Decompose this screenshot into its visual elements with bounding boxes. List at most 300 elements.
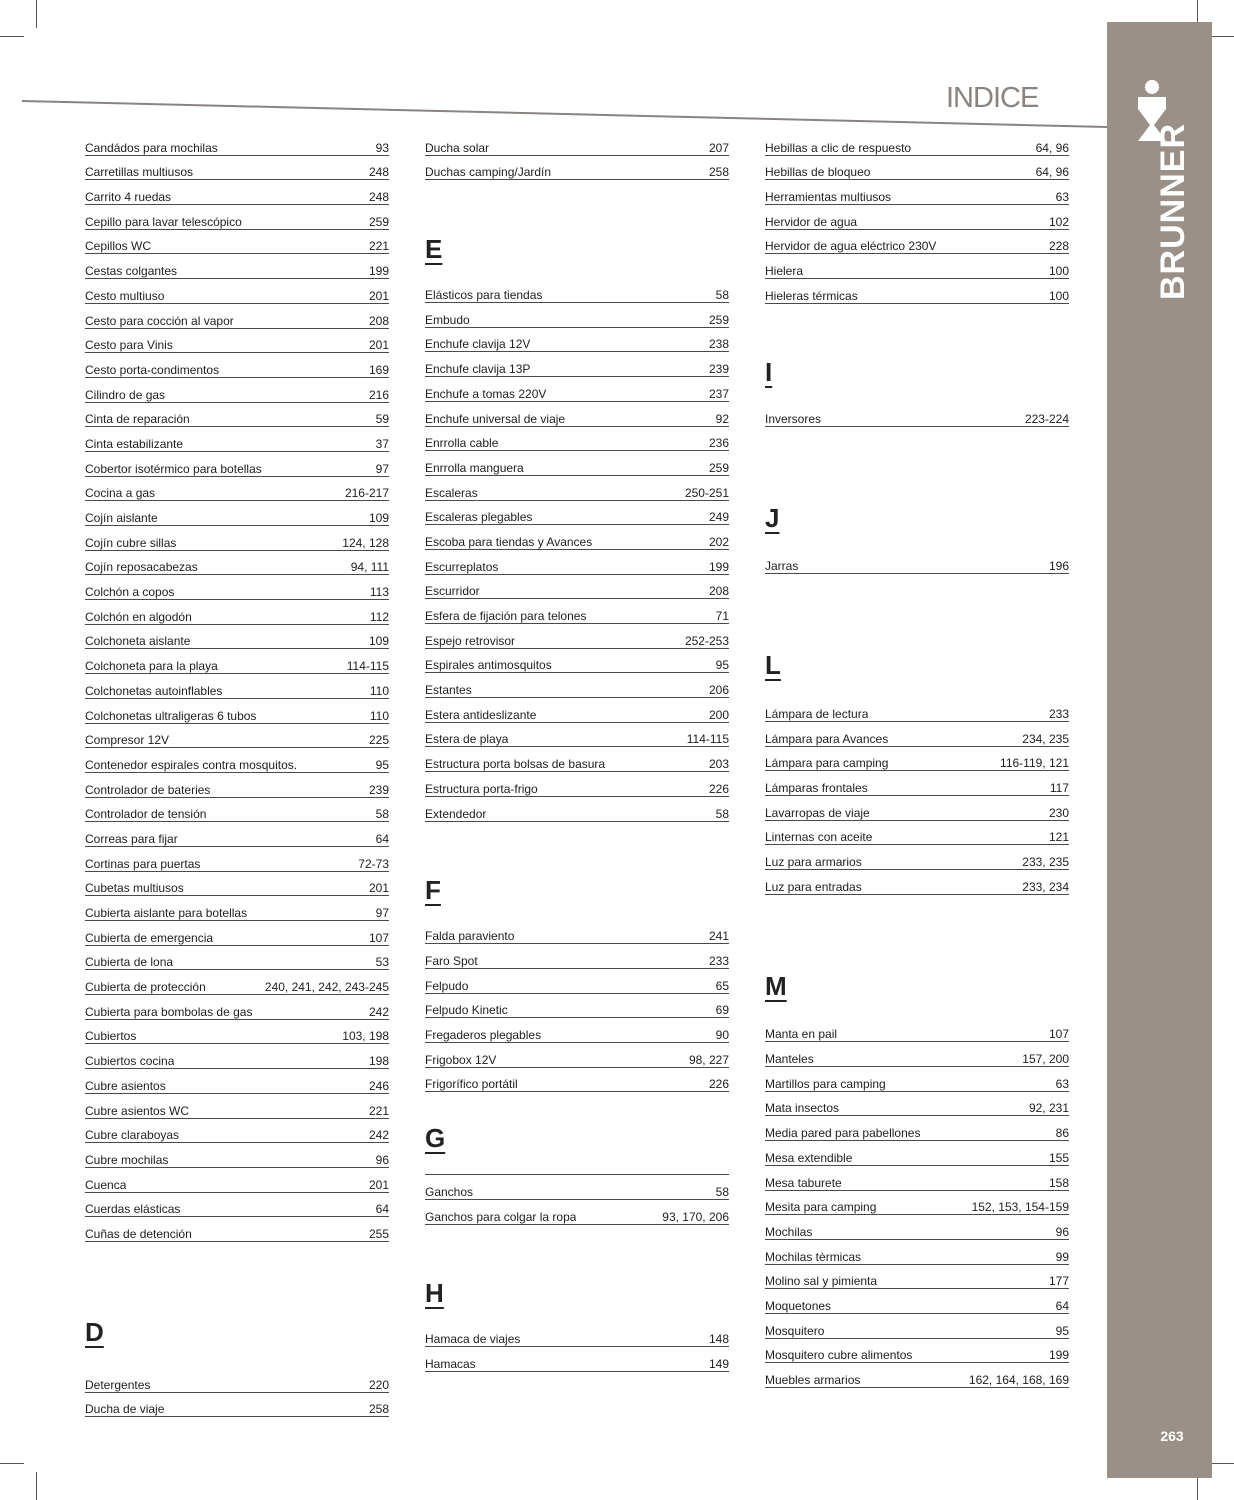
entry-pages: 241 [708,929,729,944]
entry-pages: 252-253 [684,633,729,648]
entry-pages: 228 [1048,239,1069,254]
index-entry [85,304,389,329]
entry-pages: 199 [708,559,729,574]
entry-pages: 112 [369,609,389,624]
index-entry [425,747,729,772]
entry-pages: 240, 241, 242, 243-245 [264,980,389,995]
index-entry [425,525,729,550]
index-entry [765,205,1069,230]
index-entry [425,476,729,501]
entry-pages: 255 [368,1226,389,1241]
entry-term: Ducha de viaje [85,1402,165,1417]
entry-term: Colchoneta aislante [85,634,191,649]
entry-pages: 177 [1048,1274,1069,1289]
entry-term: Linternas con aceite [765,830,873,845]
entry-pages: 95 [1055,1323,1069,1338]
index-entry [85,1368,389,1393]
index-entry [425,797,729,822]
crop-mark [0,1463,24,1464]
entry-pages: 100 [1048,288,1069,303]
index-entry [425,599,729,624]
entry-pages: 90 [715,1027,729,1042]
index-entry [765,796,1069,821]
entry-pages: 71 [715,609,729,623]
entry-pages: 223-224 [1024,411,1069,426]
index-entry [765,845,1069,870]
entry-pages: 199 [368,264,389,279]
index-entry [85,403,389,428]
entry-term: Jarras [765,559,799,574]
index-entry [765,1265,1069,1290]
entry-pages: 202 [708,534,729,549]
entry-pages: 230 [1048,805,1069,820]
entry-pages: 124, 128 [342,535,389,550]
index-entry [765,1191,1069,1216]
entry-term: Mosquitero [765,1323,825,1338]
entry-term: Lámpara para camping [765,756,889,771]
section-letter: E [425,233,443,264]
entry-pages: 220 [368,1377,389,1392]
entry-term: Enchufe clavija 12V [425,337,531,352]
entry-pages: 152, 153, 154-159 [971,1200,1069,1215]
entry-term: Fregaderos plegables [425,1027,542,1042]
entry-term: Cubre claraboyas [85,1128,180,1143]
entry-term: Frigorífico portátil [425,1077,518,1092]
entry-pages: 148 [708,1332,729,1347]
index-entry [85,1143,389,1168]
entry-term: Cesto para cocción al vapor [85,313,234,328]
index-entry [425,624,729,649]
entry-term: Cobertor isotérmico para botellas [85,461,262,476]
entry-term: Lámpara para Avances [765,731,889,746]
index-entry [425,156,729,181]
entry-pages: 258 [368,1402,389,1417]
section-letter: J [765,502,780,533]
entry-term: Mesita para camping [765,1200,877,1215]
entry-term: Estera antideslizante [425,707,537,722]
entry-pages: 206 [708,683,729,698]
entry-pages: 93, 170, 206 [662,1209,729,1224]
index-entry [425,1175,729,1200]
index-entry [85,1119,389,1144]
entry-pages: 233, 235 [1022,855,1069,869]
entry-pages: 233 [708,953,729,968]
entry-term: Colchonetas autoinflables [85,683,223,698]
page-title: INDICE [946,82,1039,114]
index-entry [425,131,729,156]
index-entry [425,649,729,674]
entry-term: Cubiertos [85,1029,137,1044]
entry-pages: 94, 111 [350,560,389,575]
index-entry [85,1168,389,1193]
entry-term: Enchufe universal de viaje [425,411,566,426]
index-entry [425,1200,729,1225]
index-entry [425,673,729,698]
entry-pages: 259 [368,214,389,229]
index-column-2 [425,131,729,1372]
entry-pages: 203 [708,757,729,772]
crop-mark [1210,1463,1234,1464]
index-entry [765,1314,1069,1339]
index-entry [425,501,729,526]
index-entry [425,1323,729,1348]
index-entry [425,1018,729,1043]
entry-term: Hamaca de viajes [425,1332,521,1347]
entry-term: Cojín reposacabezas [85,560,198,575]
entry-pages: 113 [369,585,389,600]
entry-pages: 100 [1048,264,1069,279]
entry-pages: 92, 231 [1028,1101,1069,1116]
entry-pages: 103, 198 [342,1029,389,1044]
index-entry [85,180,389,205]
entry-term: Enrrolla cable [425,436,499,451]
entry-term: Cinta de reparación [85,412,190,427]
entry-term: Espejo retrovisor [425,633,516,648]
entry-term: Carretillas multiusos [85,165,194,180]
index-entry [765,1240,1069,1265]
index-entry [765,1166,1069,1191]
index-entry [85,230,389,255]
entry-term: Compresor 12V [85,733,170,748]
entry-pages: 259 [708,460,729,475]
entry-term: Cuñas de detención [85,1226,192,1241]
entry-pages: 200 [708,707,729,722]
index-entry [85,995,389,1020]
index-entry [425,451,729,476]
index-entry [425,427,729,452]
entry-pages: 238 [708,337,729,352]
divider [425,1165,729,1175]
entry-term: Inversores [765,411,822,426]
index-entry [765,156,1069,181]
index-entry [425,723,729,748]
entry-pages: 110 [369,708,389,723]
entry-pages: 86 [1055,1126,1069,1141]
entry-pages: 201 [368,338,389,353]
index-entry [425,402,729,427]
index-entry [85,501,389,526]
entry-term: Estantes [425,683,472,698]
entry-term: Mochilas [765,1224,813,1239]
index-entry [765,821,1069,846]
entry-term: Detergentes [85,1377,151,1392]
entry-term: Felpudo Kinetic [425,1003,508,1018]
entry-term: Candádos para mochilas [85,140,218,155]
index-entry [85,1393,389,1418]
entry-pages: 64 [375,1202,389,1217]
index-entry [425,969,729,994]
entry-term: Hervidor de agua eléctrico 230V [765,239,937,254]
index-entry [765,1289,1069,1314]
entry-term: Colchón a copos [85,585,175,600]
entry-pages: 64 [375,831,389,846]
entry-term: Lámparas frontales [765,780,868,795]
index-entry [425,944,729,969]
entry-term: Cojín cubre sillas [85,535,177,550]
entry-pages: 98, 227 [688,1052,729,1067]
index-entry [765,402,1069,427]
entry-term: Cubierta de protección [85,980,206,995]
entry-pages: 97 [375,461,389,476]
entry-pages: 201 [368,1177,389,1192]
index-column-1 [85,131,389,1417]
entry-term: Extendedor [425,806,487,821]
index-entry [85,773,389,798]
entry-pages: 234, 235 [1022,731,1069,746]
entry-pages: 196 [1048,559,1069,574]
entry-pages: 155 [1048,1150,1069,1165]
entry-term: Lavarropas de viaje [765,805,870,820]
entry-pages: 239 [368,782,389,797]
entry-pages: 114-115 [346,659,389,674]
entry-pages: 109 [368,634,389,649]
index-entry [425,1043,729,1068]
entry-term: Mesa extendible [765,1150,853,1165]
entry-pages: 259 [708,312,729,327]
index-entry [85,477,389,502]
entry-term: Manta en pail [765,1027,838,1042]
entry-pages: 208 [368,313,389,328]
entry-term: Molino sal y pimienta [765,1274,878,1289]
entry-term: Media pared para pabellones [765,1126,921,1141]
entry-pages: 109 [368,511,389,525]
index-entry [85,1069,389,1094]
entry-term: Martillos para camping [765,1076,886,1091]
entry-term: Cubre asientos WC [85,1103,190,1118]
entry-term: Escaleras [425,485,478,500]
index-entry [765,771,1069,796]
entry-pages: 239 [708,362,729,377]
index-entry [85,600,389,625]
entry-term: Cubiertos cocina [85,1054,175,1069]
index-entry [765,1092,1069,1117]
index-entry [85,872,389,897]
section-letter: H [425,1278,444,1309]
index-entry [425,994,729,1019]
index-entry [85,798,389,823]
entry-term: Cuerdas elásticas [85,1202,181,1217]
entry-term: Ducha solar [425,140,490,155]
entry-term: Espirales antimosquitos [425,658,552,673]
entry-term: Cortinas para puertas [85,856,201,871]
entry-term: Cubierta de emergencia [85,930,214,945]
index-entry [425,278,729,303]
entry-term: Lámpara de lectura [765,706,869,721]
entry-pages: 242 [368,1004,389,1019]
index-entry [765,1215,1069,1240]
entry-term: Luz para entradas [765,879,862,894]
entry-term: Hielera [765,264,804,279]
entry-pages: 63 [1055,1076,1069,1091]
entry-term: Escoba para tiendas y Avances [425,534,593,549]
index-entry [85,353,389,378]
index-entry [85,699,389,724]
index-entry [425,377,729,402]
entry-pages: 63 [1055,190,1069,205]
index-entry [425,698,729,723]
index-entry [425,575,729,600]
entry-term: Controlador de tensión [85,807,207,822]
index-entry [85,427,389,452]
entry-term: Colchón en algodón [85,609,192,624]
entry-pages: 107 [1048,1027,1069,1042]
entry-pages: 58 [715,1185,729,1199]
entry-term: Cepillos WC [85,239,152,254]
index-entry [85,1094,389,1119]
index-entry [765,131,1069,156]
entry-term: Herramientas multiusos [765,190,892,205]
index-entry [85,970,389,995]
entry-pages: 65 [715,978,729,993]
index-entry [425,328,729,353]
entry-pages: 64, 96 [1035,140,1069,155]
index-entry [85,452,389,477]
entry-term: Enchufe a tomas 220V [425,386,547,401]
entry-pages: 58 [375,807,389,822]
index-entry [85,1217,389,1242]
index-entry [85,649,389,674]
entry-term: Elásticos para tiendas [425,288,543,303]
index-entry [765,279,1069,304]
entry-pages: 37 [375,436,389,451]
index-column-3 [765,131,1069,1388]
entry-term: Esfera de fijación para telones [425,609,587,623]
entry-pages: 216 [368,387,389,402]
entry-pages: 198 [368,1054,389,1069]
entry-term: Escaleras plegables [425,510,533,525]
entry-term: Embudo [425,312,470,327]
entry-pages: 96 [1055,1224,1069,1239]
entry-pages: 149 [708,1357,729,1372]
entry-term: Hebillas de bloqueo [765,165,871,180]
index-entry [85,1020,389,1045]
index-entry [425,920,729,945]
entry-pages: 99 [1055,1249,1069,1264]
entry-pages: 216-217 [344,486,389,501]
entry-term: Carrito 4 ruedas [85,190,172,205]
entry-term: Cubierta para bombolas de gas [85,1004,253,1019]
entry-pages: 236 [708,436,729,451]
entry-term: Cubetas multiusos [85,881,184,896]
entry-term: Cuenca [85,1177,127,1192]
index-entry [425,772,729,797]
entry-term: Cesto porta-condimentos [85,362,220,377]
index-entry [425,1068,729,1093]
index-entry [765,180,1069,205]
index-entry [765,550,1069,575]
entry-pages: 199 [1048,1348,1069,1363]
index-entry [765,697,1069,722]
entry-term: Cepillo para lavar telescópico [85,214,242,229]
entry-term: Cilindro de gas [85,387,166,402]
index-entry [85,551,389,576]
section-letter: D [85,1317,104,1348]
entry-term: Luz para armarios [765,855,862,869]
entry-pages: 58 [715,288,729,303]
section-letter: L [765,650,781,681]
entry-pages: 208 [708,584,729,599]
entry-term: Estructura porta bolsas de basura [425,757,606,772]
index-entry [85,896,389,921]
entry-term: Mosquitero cubre alimentos [765,1348,913,1363]
index-entry [765,722,1069,747]
index-entry [765,747,1069,772]
entry-pages: 250-251 [684,485,729,500]
entry-term: Correas para fijar [85,831,178,846]
entry-term: Estera de playa [425,732,509,747]
section-letter: M [765,970,787,1001]
entry-pages: 110 [369,683,389,698]
page-number: 263 [1160,1428,1184,1444]
entry-pages: 226 [708,781,729,796]
entry-term: Contenedor espirales contra mosquitos. [85,757,298,772]
entry-pages: 221 [368,239,389,254]
entry-pages: 97 [375,906,389,920]
entry-term: Ganchos para colgar la ropa [425,1209,577,1224]
entry-term: Enrrolla manguera [425,460,524,475]
entry-term: Cesto multiuso [85,288,165,303]
index-entry [85,279,389,304]
crop-mark [36,1472,37,1500]
entry-pages: 59 [375,412,389,427]
index-entry [765,1141,1069,1166]
index-entry [85,156,389,181]
entry-term: Frigobox 12V [425,1052,497,1067]
index-entry [765,1018,1069,1043]
index-entry [85,748,389,773]
index-entry [425,352,729,377]
entry-term: Felpudo [425,978,469,993]
entry-term: Duchas camping/Jardín [425,165,552,180]
entry-term: Cubre asientos [85,1078,166,1093]
index-entry [765,230,1069,255]
index-entry [85,674,389,699]
entry-pages: 162, 164, 168, 169 [968,1373,1069,1387]
entry-term: Colchoneta para la playa [85,659,218,674]
entry-term: Cojín aislante [85,511,158,525]
entry-pages: 248 [368,190,389,205]
entry-list [85,131,389,1242]
entry-term: Faro Spot [425,953,478,968]
entry-pages: 226 [708,1077,729,1092]
index-entry [765,1116,1069,1141]
index-entry [85,254,389,279]
entry-pages: 58 [715,806,729,821]
entry-term: Hamacas [425,1357,476,1372]
entry-term: Moquetones [765,1298,832,1313]
entry-pages: 201 [368,288,389,303]
entry-pages: 93 [375,140,389,155]
index-entry [765,1339,1069,1364]
header-rule [0,0,1234,140]
entry-term: Escurreplatos [425,559,499,574]
brand-name: BRUNNER [1154,123,1192,300]
entry-term: Escurridor [425,584,480,599]
index-entry [85,131,389,156]
entry-pages: 237 [708,386,729,401]
entry-pages: 117 [1049,780,1069,795]
entry-pages: 121 [1048,830,1069,845]
section-letter: F [425,875,441,905]
index-entry [765,1363,1069,1388]
entry-pages: 249 [708,510,729,525]
entry-pages: 233 [1048,706,1069,721]
index-entry [85,822,389,847]
entry-pages: 53 [375,955,389,970]
index-entry [85,378,389,403]
entry-pages: 114-115 [686,732,729,747]
entry-pages: 102 [1048,214,1069,229]
